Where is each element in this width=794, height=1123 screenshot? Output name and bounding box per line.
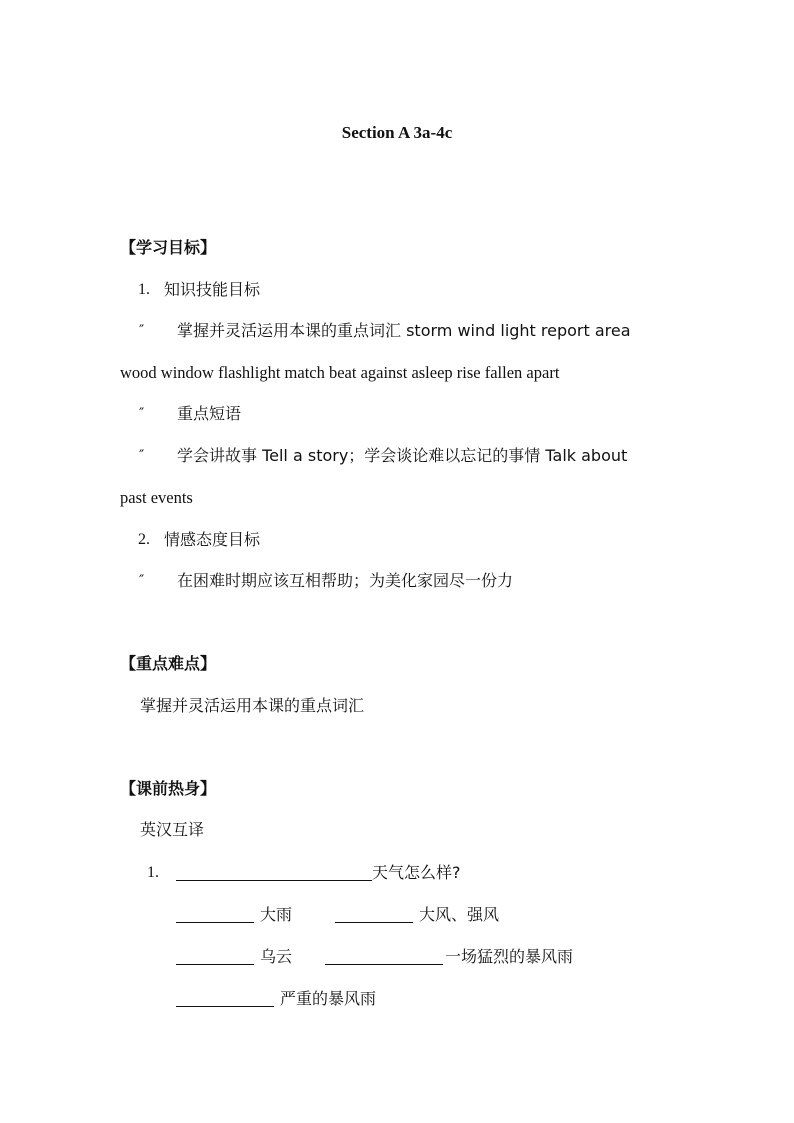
goal-attitude-line: 在困难时期应该互相帮助；为美化家园尽一份力 xyxy=(177,571,514,590)
vocab-rainstorm: 一场猛烈的暴风雨 xyxy=(445,947,574,966)
answer-blank[interactable] xyxy=(325,948,443,965)
answer-blank[interactable] xyxy=(176,906,254,923)
section-heading-goals: 【学习目标】 xyxy=(120,238,217,257)
goal-vocab-line: 掌握并灵活运用本课的重点词汇 storm wind light report area xyxy=(177,321,631,340)
question-1-row xyxy=(176,864,461,881)
goal-item-2-number: 2. xyxy=(138,531,150,548)
bullet-icon: ″ xyxy=(139,573,145,589)
key-points-text: 掌握并灵活运用本课的重点词汇 xyxy=(140,696,365,715)
answer-blank[interactable] xyxy=(335,906,413,923)
warmup-subtitle: 英汉互译 xyxy=(140,820,205,839)
bullet-icon: ″ xyxy=(139,406,145,422)
goal-phrases-line: 重点短语 xyxy=(177,404,242,423)
section-heading-warmup: 【课前热身】 xyxy=(120,779,217,798)
answer-blank[interactable] xyxy=(176,990,274,1007)
answer-blank[interactable] xyxy=(176,948,254,965)
page-title: Section A 3a-4c xyxy=(341,123,453,142)
section-heading-key-points: 【重点难点】 xyxy=(120,654,217,673)
goal-item-1-number: 1. xyxy=(138,281,150,298)
vocab-row-1 xyxy=(176,906,292,923)
question-1-number: 1. xyxy=(147,864,159,881)
vocab-severe-storm: 严重的暴风雨 xyxy=(280,989,377,1008)
goal-item-1-label: 知识技能目标 xyxy=(164,280,261,299)
answer-blank[interactable] xyxy=(176,864,372,881)
goal-story-line: 学会讲故事 Tell a story；学会谈论难以忘记的事情 Talk about xyxy=(177,446,628,465)
vocab-row-3 xyxy=(176,990,376,1007)
vocab-dark-clouds: 乌云 xyxy=(260,947,293,966)
vocab-row-2 xyxy=(176,948,292,965)
goal-item-2-label: 情感态度目标 xyxy=(164,530,261,549)
bullet-icon: ″ xyxy=(139,323,145,339)
goal-story-line-cont: past events xyxy=(120,488,193,507)
vocab-strong-wind: 大风、强风 xyxy=(419,905,500,924)
vocab-row-1b xyxy=(335,906,499,923)
vocab-heavy-rain: 大雨 xyxy=(260,905,293,924)
bullet-icon: ″ xyxy=(139,448,145,464)
question-1-text: 天气怎么样? xyxy=(372,863,461,882)
vocab-row-2b xyxy=(325,948,573,965)
goal-vocab-line-cont: wood window flashlight match beat against asleep rise fallen apart xyxy=(120,363,560,382)
